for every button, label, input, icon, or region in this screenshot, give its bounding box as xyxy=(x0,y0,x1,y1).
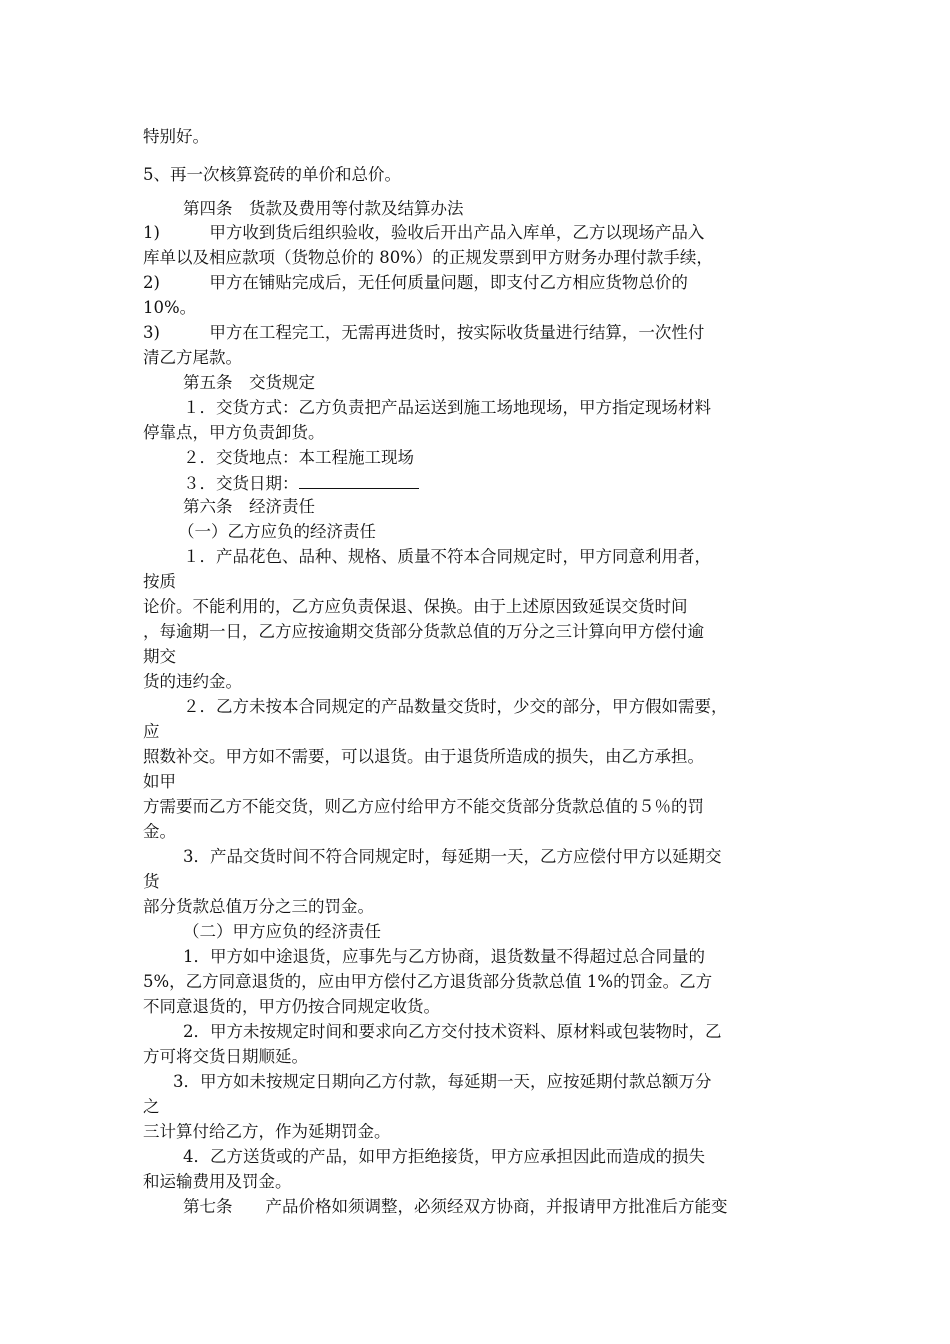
text-line: 3) 甲方在工程完工，无需再进货时，按实际收货量进行结算，一次性付 xyxy=(143,323,705,342)
text-line: 库单以及相应款项（货物总价的 80%）的正规发票到甲方财务办理付款手续， xyxy=(143,248,713,267)
text-line: 货 xyxy=(143,872,160,891)
text-line: 货的违约金。 xyxy=(143,672,242,691)
text-line: 1．甲方如中途退货，应事先与乙方协商，退货数量不得超过总合同量的 xyxy=(183,947,705,966)
section-heading: 第七条 产品价格如须调整，必须经双方协商，并报请甲方批准后方能变 xyxy=(183,1197,728,1216)
text-line: 5%，乙方同意退货的，应由甲方偿付乙方退货部分货款总值 1%的罚金。乙方 xyxy=(143,972,713,991)
text-line: 2) 甲方在铺贴完成后，无任何质量问题，即支付乙方相应货物总价的 xyxy=(143,273,688,292)
text-line: 10%。 xyxy=(143,298,197,317)
text-line: 照数补交。甲方如不需要，可以退货。由于退货所造成的损失，由乙方承担。 xyxy=(143,747,704,766)
section-heading: 第六条 经济责任 xyxy=(183,497,315,516)
text-line: 停靠点，甲方负责卸货。 xyxy=(143,423,325,442)
delivery-date-line xyxy=(183,473,419,494)
text-line: ２．交货地点：本工程施工现场 xyxy=(183,448,414,467)
text-line: 3．产品交货时间不符合同规定时，每延期一天，乙方应偿付甲方以延期交 xyxy=(183,847,722,866)
text-line: １．产品花色、品种、规格、质量不符本合同规定时，甲方同意利用者， xyxy=(183,547,711,566)
delivery-date-label: ３．交货日期： xyxy=(183,474,299,493)
text-line: 方需要而乙方不能交货，则乙方应付给甲方不能交货部分货款总值的５％的罚 xyxy=(143,797,704,816)
section-heading: 第五条 交货规定 xyxy=(183,373,315,392)
text-line: 1) 甲方收到货后组织验收，验收后开出产品入库单，乙方以现场产品入 xyxy=(143,223,705,242)
text-line: ２．乙方未按本合同规定的产品数量交货时，少交的部分，甲方假如需要， xyxy=(183,697,728,716)
text-line: 4．乙方送货或的产品，如甲方拒绝接货，甲方应承担因此而造成的损失 xyxy=(183,1147,705,1166)
text-line: 如甲 xyxy=(143,772,176,791)
text-line: 3．甲方如未按规定日期向乙方付款，每延期一天，应按延期付款总额万分 xyxy=(173,1072,712,1091)
text-line: 部分货款总值万分之三的罚金。 xyxy=(143,897,374,916)
text-line: 方可将交货日期顺延。 xyxy=(143,1047,308,1066)
text-line: 清乙方尾款。 xyxy=(143,348,242,367)
subsection-heading: （二）甲方应负的经济责任 xyxy=(183,922,381,941)
text-line: 2．甲方未按规定时间和要求向乙方交付技术资料、原材料或包装物时，乙 xyxy=(183,1022,722,1041)
text-line: 期交 xyxy=(143,647,176,666)
subsection-heading: （一）乙方应负的经济责任 xyxy=(178,522,376,541)
text-line: ，每逾期一日，乙方应按逾期交货部分货款总值的万分之三计算向甲方偿付逾 xyxy=(143,622,704,641)
text-line: 论价。不能利用的，乙方应负责保退、保换。由于上述原因致延误交货时间 xyxy=(143,597,688,616)
delivery-date-blank xyxy=(299,473,419,489)
text-line: 应 xyxy=(143,722,160,741)
text-line: １．交货方式：乙方负责把产品运送到施工场地现场，甲方指定现场材料 xyxy=(183,398,711,417)
text-line: 特别好。 xyxy=(143,127,209,146)
text-line: 不同意退货的，甲方仍按合同规定收货。 xyxy=(143,997,440,1016)
section-heading: 第四条 货款及费用等付款及结算办法 xyxy=(183,199,464,218)
text-line: 5、再一次核算瓷砖的单价和总价。 xyxy=(143,165,401,184)
text-line: 之 xyxy=(143,1097,160,1116)
text-line: 三计算付给乙方，作为延期罚金。 xyxy=(143,1122,391,1141)
text-line: 按质 xyxy=(143,572,176,591)
text-line: 金。 xyxy=(143,822,176,841)
text-line: 和运输费用及罚金。 xyxy=(143,1172,292,1191)
